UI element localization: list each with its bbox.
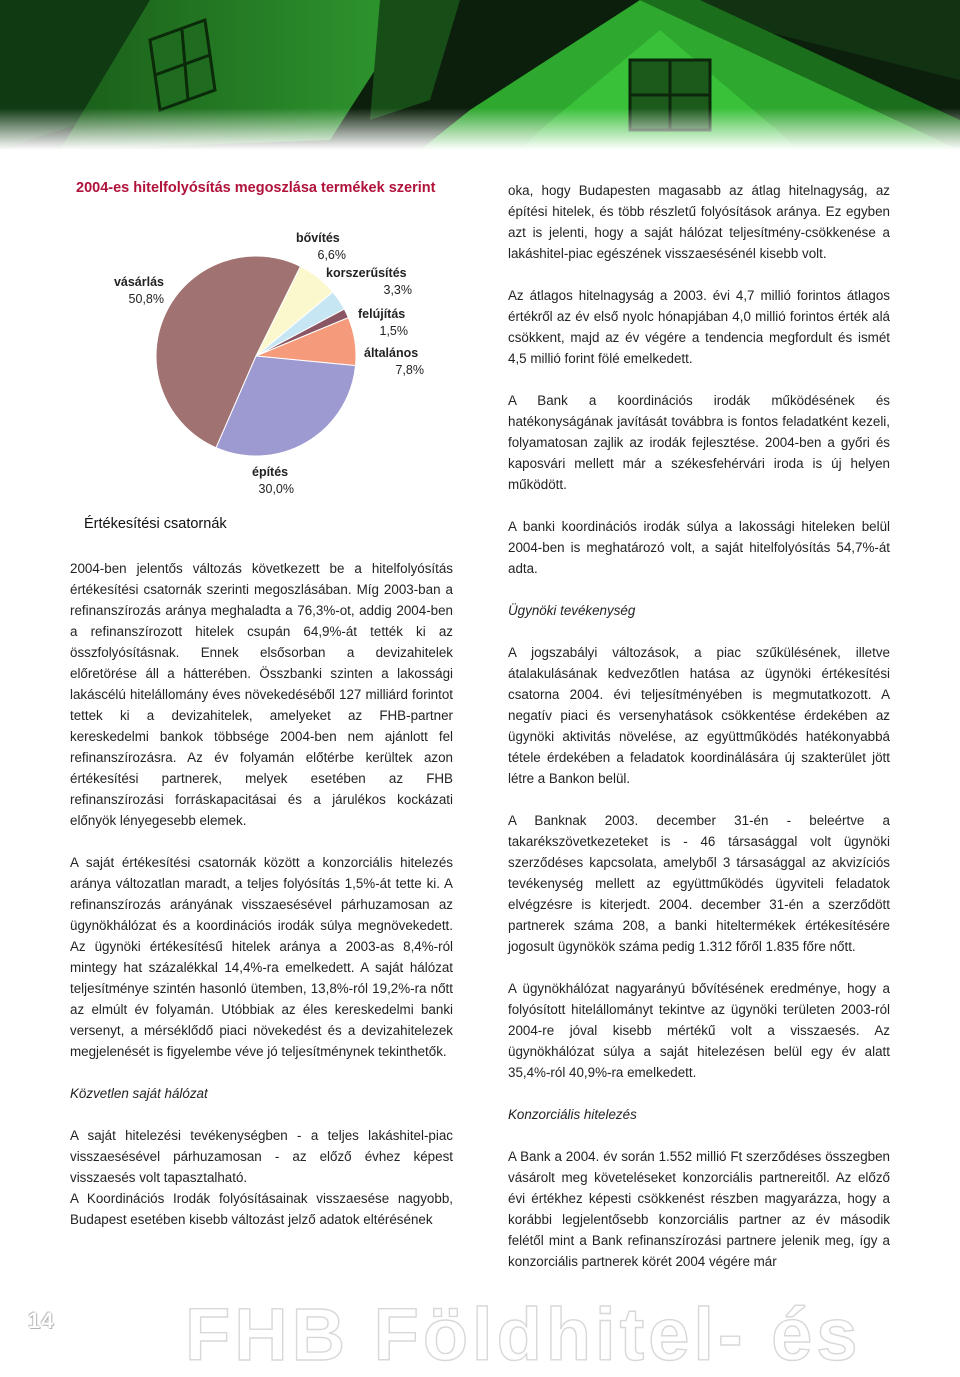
pie-label-value: 3,3% [383,283,412,297]
paragraph: A Banknak 2003. december 31-én - beleértve a takarékszövetkezeteket is - 46 társasággal volt ügynöki szerződéses kapcsolata, amelyből 3 társasággal az akvizíciós tevékenység mellett az együttműködés ügyviteli feladatok elvégzésre is kiterjedt. 2004. december 31-én a szerződött partnerek száma 208, a banki hiteltermékek értékesítésére jogosult ügynökök száma pedig 1.312 főről 1.835 főre nőtt. [508,813,890,954]
chart-title: 2004-es hitelfolyósítás megoszlása termékek szerint [76,180,436,196]
pie-label-value: 1,5% [379,324,408,338]
paragraph: A Bank a koordinációs irodák működésének és hatékonyságának javítását továbbra is fontos feladatként kezeli, folyamatosan zajlik az irodák fejlesztése. 2004-ben a győri és kaposvári mellett már a székesfehérvári iroda is új helyen működött. [508,393,890,492]
paragraph: A Bank a 2004. év során 1.552 millió Ft szerződéses összegben vásárolt meg követeléseket konzorciális partnereitől. Az előző évi értékhez képesti csökkenést részben magyarázza, hogy a korábbi legjelentősebb konzorciális partner az év második felétől mint a Bank refinanszírozási partnere jelenik meg, így a konzorciális partnerek körét 2004 végére már [508,1149,890,1269]
pie-label-name: felújítás [358,307,406,321]
paragraph: A saját értékesítési csatornák között a konzorciális hitelezés aránya változatlan maradt, a teljes folyósítás 1,5%-át tette ki. A refinanszírozás arányának visszaesésével párhuzamosan az ügynökhálózat és a koordinációs irodák súlya megnövekedett. Az ügynöki értékesítésű hitelek aránya a 2003-as 8,4%-ról mintegy hat százalékkal 14,4%-ra emelkedett. A saját hálózat teljesítménye szintén hasonló ütemben, 13,8%-ról 19,2%-ra nőtt az elmúlt év folyamán. Utóbbiak az éles kereskedelmi banki versenyt, a mérséklődő piaci növekedést és a devizahitelezek megjelenését is figyelembe véve jó teljesítménynek tekinthetők. [70,855,453,1059]
footer-wordmark: FHB Földhitel- és [185,1293,862,1376]
paragraph: 2004-ben jelentős változás következett be a hitelfolyósítás értékesítési csatornák szerinti megoszlásában. Míg 2003-ban a refinanszírozás aránya meghaladta a 76,3%-ot, addig 2004-ben a refinanszírozott hitelek csupán 64,9%-át tették ki az összfolyósításnak. Ennek elsősorban a devizahitelek előretörése áll a hátterében. Összbanki szinten a lakossági lakáscélú hitelállomány éves növekedéséből 127 milliárd forintot tettek ki a devizahitelek, amelyeket az FHB-partner kereskedelmi bankok többsége 2004-ben nem ajánlott fel refinanszírozásra. Az év folyamán előtérbe kerültek azon értékesítési partnerek, melyek esetében az FHB refinanszírozási forráskapacitásai és a járulékos kockázati előnyök lényegesebb elemek. [70,561,453,828]
pie-label-name: építés [252,465,289,479]
paragraph: oka, hogy Budapesten magasabb az átlag hitelnagyság, az építési hitelek, és több részletű folyósítások aránya. Ez egyben azt is jelenti, hogy a saját hálózat teljesítmény-csökkenése a lakáshitel-piac egészének visszaesésénél kisebb volt. [508,183,890,261]
subheading: Közvetlen saját hálózat [70,1086,208,1101]
pie-label-name: korszerűsítés [326,266,407,280]
pie-label-bovites [296,230,346,264]
paragraph: A ügynökhálózat nagyarányú bővítésének eredménye, hogy a folyósított hitelállományt tekintve az ügynöki területen 2003-ról 2004-re jóval kisebb mértékű volt a visszaesés. Az ügynökhálózat súlya a saját hitelezésen belül egy év alatt 35,4%-ról 40,9%-ra emelkedett. [508,981,890,1080]
pie-label-altalanos [364,345,424,379]
left-column [70,558,453,1251]
paragraph: Az átlagos hitelnagyság a 2003. évi 4,7 millió forintos átlagos értékről az év első nyolc hónapjában 4,0 millió forintos érték alá csökkent, majd az év végére a tendencia megfordult és ismét 4,5 millió forint fölé emelkedett. [508,288,890,366]
pie-label-felujitas [358,306,408,340]
pie-label-value: 30,0% [258,482,294,496]
pie-label-value: 7,8% [395,363,424,377]
pie-label-name: vásárlás [113,275,164,289]
pie-label-epites [252,464,294,498]
pie-label-vasarlas [108,274,164,308]
paragraph: A banki koordinációs irodák súlya a lakossági hiteleken belül 2004-ben is meghatározó volt, a saját hitelfolyósítás 54,7%-át adta. [508,519,890,576]
right-column [508,180,890,1293]
section-heading: Értékesítési csatornák [84,516,227,532]
pie-label-korszerusites [326,265,412,299]
paragraph: A saját hitelezési tevékenységben - a teljes lakáshitel-piac visszaesésével párhuzamosan - az előző évhez képest visszaesés volt tapasztalható. [70,1128,453,1185]
subheading: Konzorciális hitelezés [508,1107,637,1122]
subheading: Ügynöki tevékenység [508,603,636,618]
paragraph: A jogszabályi változások, a piac szűkülésének, illetve átalakulásának kedvezőtlen hatása az ügynöki értékesítési csatorna 2004. évi teljesítményében is megmutatkozott. A negatív piaci és versenyhatások csökkentése érdekében az ügynöki aktivitás növelése, az együttműködés hatékonyabbá tétele érdekében a feladatok koordinálására új szakterület jött létre a Bankon belül. [508,645,890,786]
pie-label-value: 6,6% [317,248,346,262]
pie-label-name: általános [364,346,419,360]
pie-label-name: bővítés [296,231,340,245]
page-number: 14 [28,1308,55,1333]
pie-label-value: 50,8% [128,292,164,306]
paragraph: A Koordinációs Irodák folyósításainak visszaesése nagyobb, Budapest esetében kisebb változást jelző adatok eltérésének [70,1191,453,1227]
